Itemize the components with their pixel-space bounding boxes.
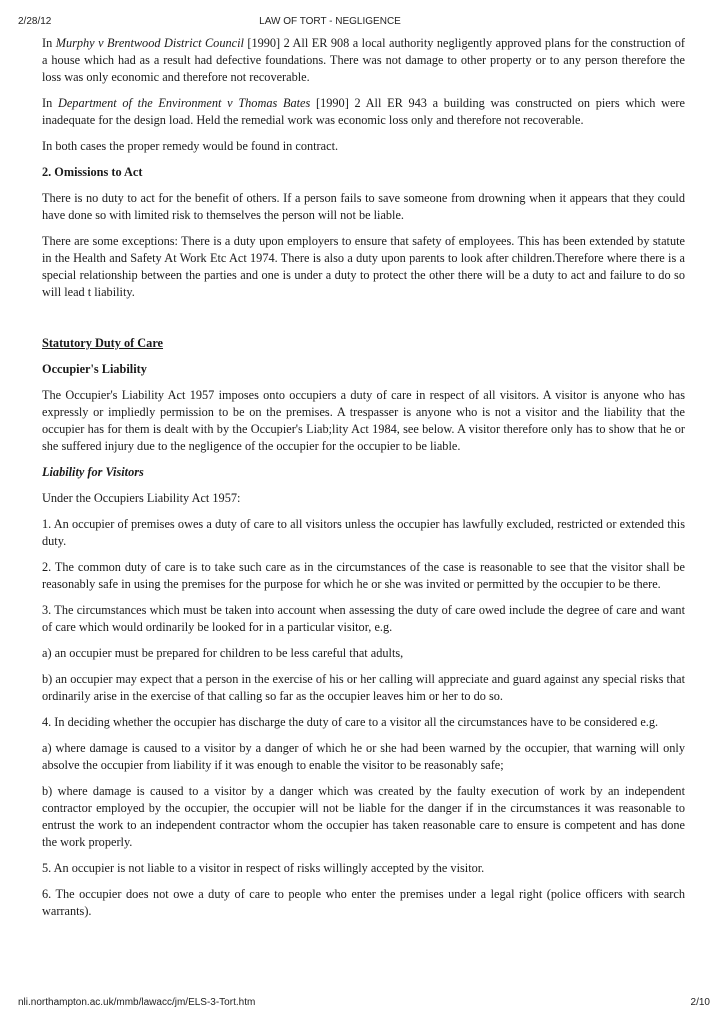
page-title: LAW OF TORT - NEGLIGENCE: [259, 16, 401, 27]
heading-omissions: 2. Omissions to Act: [42, 165, 143, 179]
heading-liability-visitors: Liability for Visitors: [42, 465, 144, 479]
source-url: nli.northampton.ac.uk/mmb/lawacc/jm/ELS-3-Tort.htm: [18, 997, 256, 1008]
case-name-thomas-bates: Department of the Environment v Thomas Bates: [57, 96, 311, 110]
list-item: 5. An occupier is not liable to a visitor in respect of risks willingly accepted by the visitor.: [42, 861, 485, 875]
list-item: b) where damage is caused to a visitor by a danger which was created by the faulty execution of work by an independent contractor employed by the occupier, the occupier will not be liable for the danger if in the circumstances it was reasonable to entrust the work to an independent contractor whom the occupier has taken reasonable care to ensure is competent and has done the work properly.: [42, 784, 685, 849]
heading-occupiers-liability: Occupier's Liability: [42, 362, 147, 376]
list-item: b) an occupier may expect that a person in the exercise of his or her calling will appreciate and guard against any special risks that ordinarily arise in the exercise of that calling so far as the occupier leaves him or her to do so.: [42, 672, 685, 703]
paragraph-occupiers-act: The Occupier's Liability Act 1957 imposes onto occupiers a duty of care in respect of all visitors. A visitor is anyone who has expressly or impliedly permission to be on the premises. A trespasser is anyone who is not a visitor and the liability that the occupier has for them is dealt with by the Occupier's Liab;lity Act 1984, see below. A visitor therefore only has to show that he or she suffered injury due to the negligence of the occupier for the occupier to be liable.: [42, 388, 685, 453]
list-item: 1. An occupier of premises owes a duty of care to all visitors unless the occupier has lawfully excluded, restricted or extended this duty.: [42, 517, 685, 548]
list-item: 2. The common duty of care is to take such care as in the circumstances of the case is reasonable to see that the visitor shall be reasonably safe in using the premises for the purpose for which he or she was invited or permitted by the occupier to be there.: [42, 560, 685, 591]
list-item: a) where damage is caused to a visitor by a danger of which he or she had been warned by the occupier, that warning will only absolve the occupier from liability if it was enough to enable the visitor to be reasonably safe;: [42, 741, 685, 772]
print-date: 2/28/12: [18, 16, 52, 27]
case-name-murphy: Murphy v Brentwood District Council: [55, 36, 244, 50]
paragraph-thomas-bates: In Department of the Environment v Thomas Bates [1990] 2 All ER 943 a building was constructed on piers which were inadequate for the design load. Held the remedial work was economic loss only and therefore not recoverable.: [42, 96, 685, 127]
list-item: a) an occupier must be prepared for children to be less careful that adults,: [42, 646, 404, 660]
document-body: [42, 35, 685, 929]
heading-statutory-duty: Statutory Duty of Care: [42, 336, 164, 350]
print-footer: [0, 997, 728, 1011]
list-item: 6. The occupier does not owe a duty of care to people who enter the premises under a legal right (police officers with search warrants).: [42, 887, 685, 918]
list-item: 3. The circumstances which must be taken into account when assessing the duty of care owed include the degree of care and want of care which would ordinarily be looked for in a particular visitor, e.g.: [42, 603, 685, 634]
paragraph-under-act: Under the Occupiers Liability Act 1957:: [42, 491, 241, 505]
paragraph-no-duty: There is no duty to act for the benefit of others. If a person fails to save someone from drowning when it appears that they could have done so with limited risk to themselves the person will not be liable.: [42, 191, 685, 222]
paragraph-remedy: In both cases the proper remedy would be found in contract.: [42, 139, 339, 153]
paragraph-exceptions: There are some exceptions: There is a duty upon employers to ensure that safety of employees. This has been extended by statute in the Health and Safety At Work Etc Act 1974. There is also a duty upon parents to look after children.Therefore where there is a special relationship between the parties and one is under a duty to protect the other there will be a duty to act and failure to do so will lead t liability.: [42, 234, 685, 299]
print-header: [0, 16, 728, 30]
page-number: 2/10: [690, 997, 710, 1008]
list-item: 4. In deciding whether the occupier has discharge the duty of care to a visitor all the circumstances have to be considered e.g.: [42, 715, 659, 729]
paragraph-murphy: In Murphy v Brentwood District Council [1990] 2 All ER 908 a local authority negligently approved plans for the construction of a house which had as a result had defective foundations. There was not damage to other property or to any person therefore the loss was only economic and therefore not recoverable.: [42, 36, 685, 84]
